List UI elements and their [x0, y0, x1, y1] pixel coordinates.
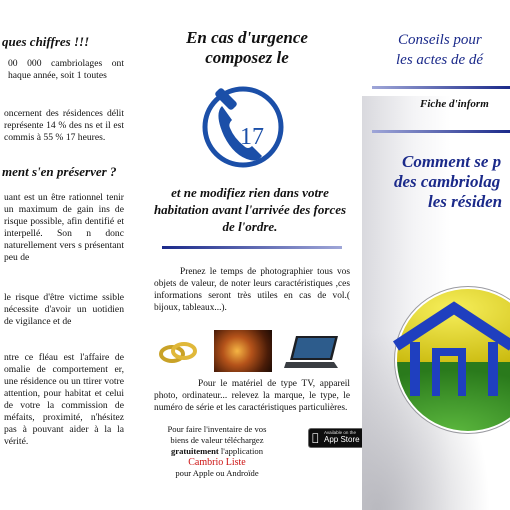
fiche-label: Fiche d'inform	[420, 98, 489, 110]
title-line1: Conseils pour	[398, 32, 482, 48]
inventory-line3-rest: l'application	[218, 446, 263, 456]
rings-image	[158, 340, 198, 364]
right-panel	[362, 0, 510, 510]
left-panel	[0, 0, 132, 510]
subtitle-line3: les résiden	[428, 192, 503, 211]
heading-preserver: ment s'en préserver ?	[2, 164, 117, 179]
paragraph-risque: le risque d'être victime ssible nécessite d'avoir un uotidien de vigilance et de	[4, 292, 124, 327]
inventory-line2: biens de valeur téléchargez	[170, 435, 264, 445]
subtitle	[396, 152, 502, 212]
subtitle-line2: des cambriolag	[394, 172, 501, 191]
inventory-text	[152, 424, 282, 479]
platforms-text: pour Apple ou Androïde	[175, 468, 259, 478]
phone-icon	[200, 84, 286, 170]
paragraph-rationnel: uant est un être rationnel tenir un maximum de gain ins de risque possible, afin dentifié et interpellé. Son n donc naturellement vers s présentant peu de	[4, 192, 124, 263]
app-name: Cambrio Liste	[188, 457, 246, 468]
inventory-bold: gratuitement	[171, 446, 219, 456]
title-divider	[372, 86, 510, 89]
material-advice-text: Pour le matériel de type TV, appareil photo, ordinateur... relevez la marque, le type, le numéro de série et les caractéristiques particulières.	[154, 379, 350, 413]
paragraph-residences: oncernent des résidences délit représente 14 % des ns et il est commis à 55 % 17 heures.	[4, 108, 124, 143]
paragraph-cambriolages: 00 000 cambriolages ont haque année, soit 1 toutes	[8, 58, 124, 81]
divider	[162, 246, 342, 249]
app-store-badge[interactable]	[308, 428, 362, 448]
heading-chiffres: ques chiffres !!!	[2, 34, 90, 49]
paragraph-fleau: ntre ce fléau est l'affaire de omalie de comportement er, une résidence ou un ttirer votre attention, pour habitat et celui de votre la commission de méfaits, proximité, n'hésitez pas à pouvant aider à la la vérité.	[4, 352, 124, 447]
fiche-divider	[372, 130, 510, 133]
inventory-line1: Pour faire l'inventaire de vos	[167, 424, 267, 434]
title-line2: les actes de dé	[396, 52, 484, 68]
photo-advice-text: Prenez le temps de photographier tous vos objets de valeur, de noter leurs caractéristiques ,ces informations seront très utiles en cas de vol.( bijoux, tableaux...).	[154, 267, 350, 313]
title	[396, 30, 483, 70]
app-store-small: Available on the	[324, 430, 356, 435]
apple-icon	[312, 431, 319, 444]
urgence-heading	[132, 28, 362, 68]
urgence-line2: composez le	[205, 48, 289, 67]
app-store-big: App Store	[324, 435, 360, 444]
emergency-number: 17	[240, 124, 264, 150]
laptop-image	[284, 334, 340, 370]
inventory-line3	[152, 446, 282, 457]
middle-panel	[132, 0, 362, 510]
warning-text: et ne modifiez rien dans votre habitation avant l'arrivée des forces de l'ordre.	[153, 185, 347, 234]
subtitle-line1: Comment se p	[402, 152, 502, 171]
painting-image	[214, 330, 272, 372]
urgence-line1: En cas d'urgence	[186, 28, 308, 47]
house-logo	[388, 286, 510, 436]
